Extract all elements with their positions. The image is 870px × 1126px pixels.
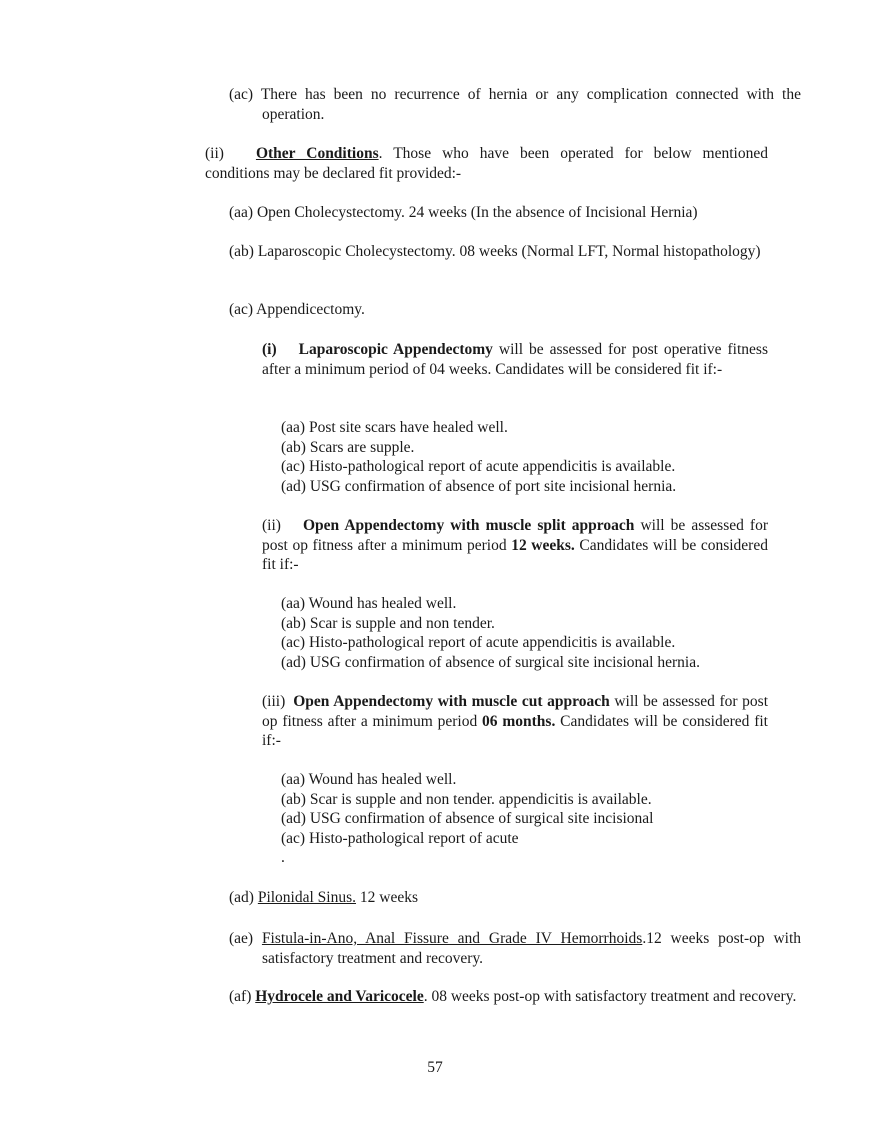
list-item: (aa) Wound has healed well. [281, 595, 457, 612]
item-heading: Hydrocele and Varicocele [255, 988, 424, 1005]
list-item: (ad) USG confirmation of absence of port site incisional hernia. [281, 477, 677, 495]
sub-text: will be assessed for post operative fitness after a minimum period of 04 weeks. Candidates will be considered fit if:- [262, 341, 768, 378]
item-aa-open-cholecystectomy [229, 203, 801, 223]
sub-heading: Open Appendectomy with muscle split approach [302, 517, 635, 534]
sub-text: will be assessed for post op fitness after a minimum period [262, 693, 769, 730]
item-label: (ab) [229, 243, 254, 260]
item-text: There has been no recurrence of hernia or any complication connected with the operation. [260, 86, 801, 123]
list-item: (ad) USG confirmation of absence of surgical site incisional hernia. [281, 653, 700, 671]
sub-period: 12 weeks. [511, 536, 575, 554]
list-item: (ac) Histo-pathological report of acute appendicitis is available. [281, 634, 676, 651]
item-label: (aa) [229, 204, 254, 221]
item-ac-appendicectomy [229, 300, 801, 320]
item-text: Laparoscopic Cholecystectomy. 08 weeks (Normal LFT, Normal histopathology) [257, 243, 761, 260]
item-label: (ad) [229, 889, 254, 906]
sub-label: (iii) [262, 693, 286, 710]
item-text: 12 weeks [356, 889, 419, 906]
page-number: 57 [427, 1059, 443, 1076]
section-text: . Those who have been operated for below mentioned conditions may be declared fit provided:- [205, 145, 768, 182]
item-ac-hernia [229, 85, 801, 124]
sub-text-end: Candidates will be considered fit if:- [262, 536, 768, 573]
sub-text-end: Candidates will be considered fit if:- [262, 712, 768, 749]
sub-heading: Open Appendectomy with muscle cut approach [293, 693, 610, 710]
list-item: (ad) USG confirmation of absence of surgical site incisional [281, 810, 654, 827]
list-item: (aa) Post site scars have healed well. [281, 419, 508, 436]
list-item: . [281, 849, 285, 866]
item-heading: Pilonidal Sinus. [257, 889, 357, 906]
item-label: (ae) [229, 930, 254, 947]
sub-label: (i) [262, 341, 277, 358]
list-item: (ab) Scar is supple and non tender. [281, 614, 495, 632]
sub-period: 06 months. [482, 712, 556, 730]
criteria-list-split [281, 594, 768, 672]
section-label: (ii) [205, 145, 224, 162]
item-text: Open Cholecystectomy. 24 weeks (In the absence of Incisional Hernia) [256, 204, 698, 221]
list-item: (ab) Scar is supple and non tender. appendicitis is available. [281, 790, 652, 808]
item-ad-pilonidal-sinus [229, 888, 801, 908]
sub-text: will be assessed for post op fitness after a minimum period [262, 517, 768, 554]
item-af-hydrocele [229, 987, 801, 1007]
item-heading: Fistula-in-Ano, Anal Fissure and Grade IV Hemorrhoids [261, 930, 643, 947]
criteria-list-cut [281, 770, 768, 868]
list-item: (ac) Histo-pathological report of acute [281, 829, 519, 847]
item-ab-laparoscopic-cholecystectomy [229, 242, 801, 262]
item-text: .12 weeks post-op with satisfactory treatment and recovery. [262, 930, 802, 967]
list-item: (ab) Scars are supple. [281, 438, 415, 456]
item-text: Appendicectomy. [256, 301, 365, 318]
item-label: (af) [229, 988, 252, 1005]
sub-label: (ii) [262, 517, 281, 534]
section-heading: Other Conditions [255, 145, 379, 162]
item-text: . 08 weeks post-op with satisfactory treatment and recovery. [423, 988, 797, 1005]
item-ae-fistula [229, 929, 801, 968]
list-item: (ac) Histo-pathological report of acute appendicitis is available. [281, 458, 676, 475]
sub-heading: Laparoscopic Appendectomy [298, 341, 493, 358]
section-other-conditions [205, 144, 768, 183]
item-label: (ac) [229, 86, 254, 103]
item-label: (ac) [229, 301, 254, 318]
sub-open-appendectomy-cut [262, 692, 768, 751]
list-item: (aa) Wound has healed well. [281, 771, 457, 788]
criteria-list-laparoscopic [281, 418, 768, 496]
sub-laparoscopic-appendectomy [262, 340, 768, 379]
sub-open-appendectomy-split [262, 516, 768, 575]
